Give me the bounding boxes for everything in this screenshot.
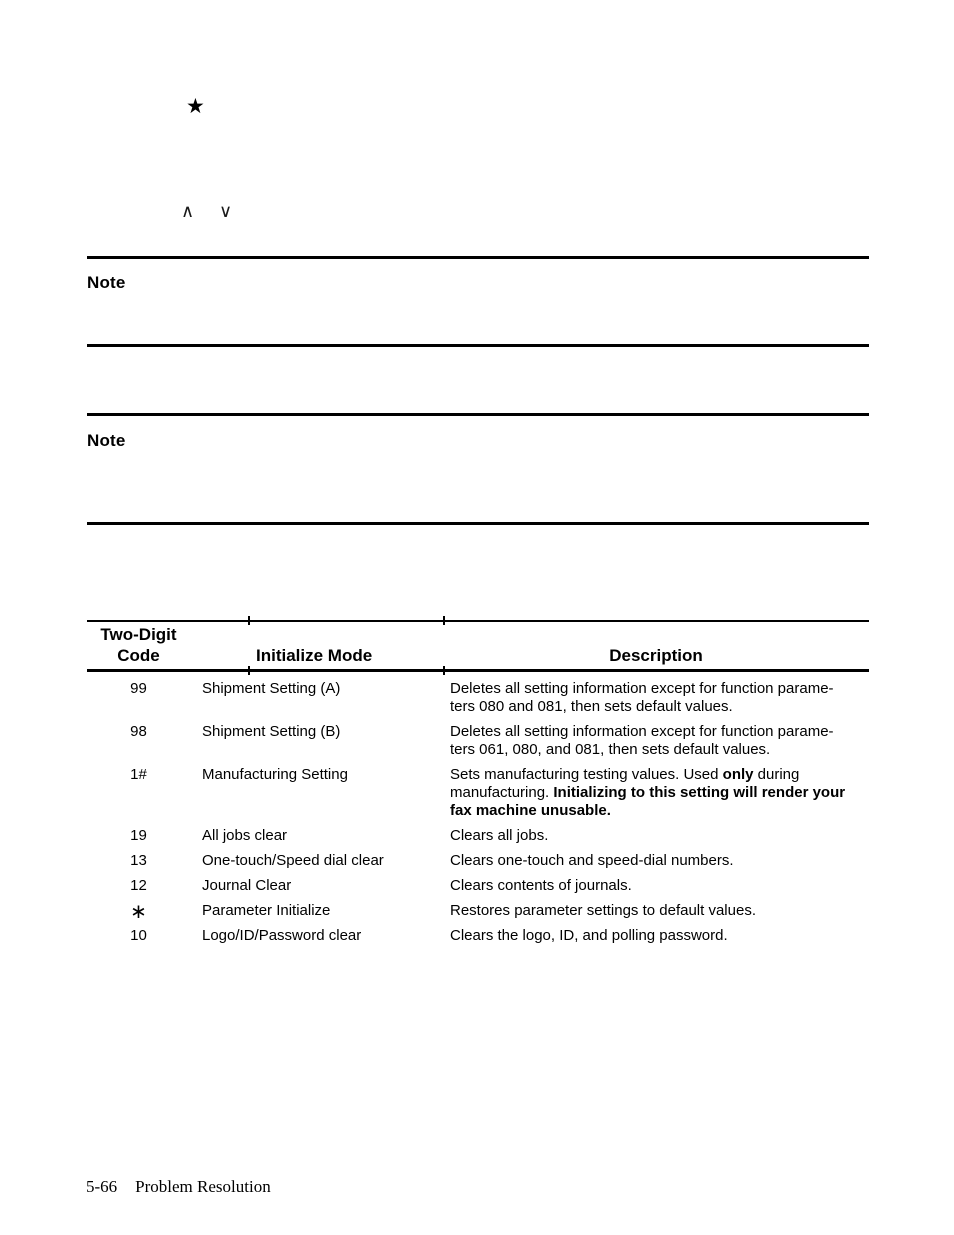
column-divider-tick bbox=[248, 616, 250, 625]
table-header-initialize-mode: Initialize Mode bbox=[256, 646, 373, 665]
cell-description: Deletes all setting information except for function parame- ters 080 and 081, then sets default values. bbox=[450, 680, 834, 715]
column-divider-tick bbox=[443, 616, 445, 625]
cell-two-digit-code: 99 bbox=[130, 680, 147, 697]
table-header-code-line1: Two-Digit bbox=[100, 625, 177, 644]
table-header-rule bbox=[87, 669, 869, 672]
cell-description: Clears the logo, ID, and polling password. bbox=[450, 927, 728, 944]
table-row bbox=[87, 827, 869, 845]
page-footer bbox=[86, 1177, 271, 1197]
cell-two-digit-code: 19 bbox=[130, 827, 147, 844]
cell-two-digit-code: 10 bbox=[130, 927, 147, 944]
cell-initialize-mode: Manufacturing Setting bbox=[202, 766, 348, 783]
up-arrow-key-icon: ∧ bbox=[181, 201, 195, 222]
note-heading-2: Note bbox=[87, 431, 126, 450]
horizontal-rule-4 bbox=[87, 522, 869, 525]
down-arrow-key-icon: ∨ bbox=[219, 201, 233, 222]
cell-initialize-mode: One-touch/Speed dial clear bbox=[202, 852, 384, 869]
cell-initialize-mode: Parameter Initialize bbox=[202, 902, 331, 919]
cell-initialize-mode: All jobs clear bbox=[202, 827, 288, 844]
footer-section-title: Problem Resolution bbox=[135, 1177, 271, 1196]
cell-description: Sets manufacturing testing values. Used only during manufacturing. Initializing to this setting will render your fax machine unusable. bbox=[450, 766, 846, 819]
cell-description: Clears all jobs. bbox=[450, 827, 549, 844]
note-heading-1: Note bbox=[87, 273, 126, 292]
cell-two-digit-code: 1# bbox=[130, 766, 147, 783]
column-divider-tick bbox=[248, 666, 250, 675]
table-top-rule bbox=[87, 620, 869, 622]
table-body bbox=[87, 680, 869, 952]
table-row bbox=[87, 723, 869, 759]
table-row bbox=[87, 927, 869, 945]
cell-initialize-mode: Logo/ID/Password clear bbox=[202, 927, 362, 944]
footer-page-number: 5-66 bbox=[86, 1177, 118, 1196]
horizontal-rule-2 bbox=[87, 344, 869, 347]
table-row bbox=[87, 766, 869, 820]
table-header-description: Description bbox=[609, 646, 703, 665]
column-divider-tick bbox=[443, 666, 445, 675]
cell-description: Restores parameter settings to default values. bbox=[450, 902, 756, 919]
table-row bbox=[87, 680, 869, 716]
table-header-code-line2: Code bbox=[117, 646, 160, 665]
cell-initialize-mode: Shipment Setting (B) bbox=[202, 723, 341, 740]
star-key-icon: ★ bbox=[186, 94, 205, 118]
cell-two-digit-code: 12 bbox=[130, 877, 147, 894]
cell-initialize-mode: Journal Clear bbox=[202, 877, 292, 894]
horizontal-rule-3 bbox=[87, 413, 869, 416]
horizontal-rule-1 bbox=[87, 256, 869, 259]
cell-description: Deletes all setting information except for function parame- ters 061, 080, and 081, then sets default values. bbox=[450, 723, 834, 758]
cell-description: Clears one-touch and speed-dial numbers. bbox=[450, 852, 734, 869]
table-row bbox=[87, 877, 869, 895]
table-row bbox=[87, 852, 869, 870]
cell-two-digit-code: 98 bbox=[130, 723, 147, 740]
table-header-code bbox=[87, 624, 190, 666]
cell-two-digit-code: 13 bbox=[130, 852, 147, 869]
cell-initialize-mode: Shipment Setting (A) bbox=[202, 680, 341, 697]
cell-description: Clears contents of journals. bbox=[450, 877, 632, 894]
cell-two-digit-code: ∗ bbox=[130, 899, 147, 923]
table-row bbox=[87, 899, 869, 923]
